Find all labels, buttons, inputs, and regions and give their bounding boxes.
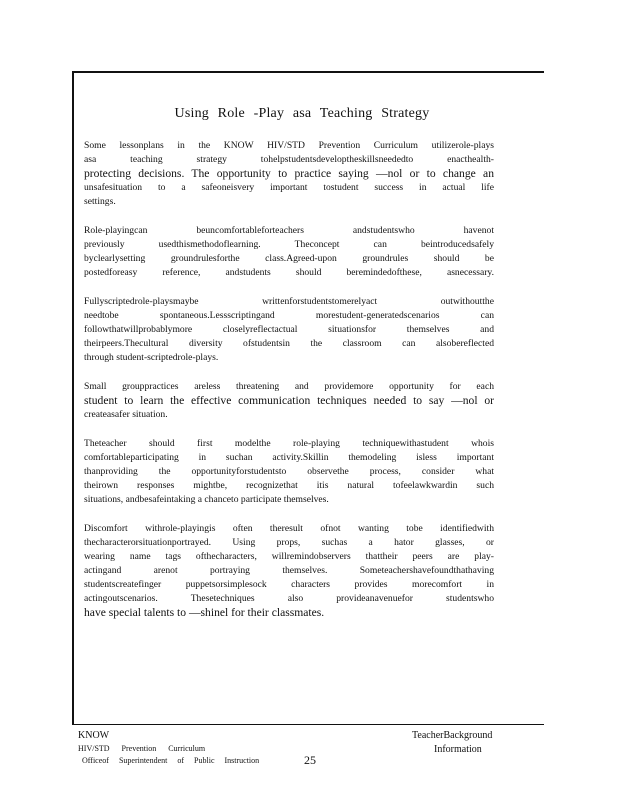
page-footer xyxy=(72,728,544,778)
paragraph-line: followthatwillprobablymore closelyreflectactual situationsfor themselves and xyxy=(84,324,494,335)
document-body xyxy=(84,139,494,635)
paragraph-line: Small grouppractices areless threatening and providemore opportunity for each xyxy=(84,381,494,392)
paragraph-line: thanproviding the opportunityforstudentsto observethe process, consider what xyxy=(84,466,494,477)
paragraph xyxy=(84,380,494,422)
paragraph-line: needtobe spontaneous.Lessscriptingand morestudent-generatedscenarios can xyxy=(84,310,494,321)
paragraph-line: student to learn the effective communication techniques needed to say —nol or xyxy=(84,394,494,407)
footer-office: Officeof Superintendent of Public Instruction xyxy=(82,756,260,765)
footer-rule xyxy=(72,724,544,725)
paragraph-line: protecting decisions. The opportunity to practice saying —nol or to change an xyxy=(84,167,494,180)
paragraph-line: theirown responses mightbe, recognizethat itis natural tofeelawkwardin such xyxy=(84,480,494,491)
paragraph-line: Some lessonplans in the KNOW HIV/STD Prevention Curriculum utilizerole-plays xyxy=(84,140,494,151)
paragraph-line: Role-playingcan beuncomfortableforteachers andstudentswho havenot xyxy=(84,225,494,236)
paragraph xyxy=(84,224,494,280)
paragraph-line: situations, andbesafeintaking a chanceto participate themselves. xyxy=(84,494,329,505)
paragraph-line: thecharacterorsituationportrayed. Using props, suchas a hator glasses, or xyxy=(84,537,494,548)
paragraph-line: byclearlysetting groundrulesforthe class.Agreed-upon groundrules should be xyxy=(84,253,494,264)
paragraph-line: asa teaching strategy tohelpstudentsdeveloptheskillsneededto enacthealth- xyxy=(84,154,494,165)
footer-org: KNOW xyxy=(78,730,110,741)
paragraph xyxy=(84,437,494,507)
page-number: 25 xyxy=(304,753,316,767)
page-title: Using Role -Play asa Teaching Strategy xyxy=(174,106,430,121)
paragraph-line: postedforeasy reference, andstudents should beremindedofthese, asnecessary. xyxy=(84,267,494,278)
paragraph xyxy=(84,139,494,209)
paragraph-line: unsafesituation to a safeoneisvery important tostudent success in actual life xyxy=(84,182,494,193)
paragraph-line: wearing name tags ofthecharacters, willremindobservers thattheir peers are play- xyxy=(84,551,494,562)
paragraph-line: through student-scriptedrole-plays. xyxy=(84,352,219,363)
left-margin-rule xyxy=(72,71,74,724)
footer-section-title: TeacherBackground xyxy=(412,730,493,741)
footer-section-subtitle: Information xyxy=(434,744,482,755)
paragraph-line: Theteacher should first modelthe role-playing techniquewithastudent whois xyxy=(84,438,494,449)
paragraph-line: previously usedthismethodoflearning. Theconcept can beintroducedsafely xyxy=(84,239,494,250)
paragraph xyxy=(84,295,494,365)
paragraph-line: comfortableparticipating in suchan activity.Skillin themodeling isless important xyxy=(84,452,494,463)
paragraph-line: actingand arenot portraying themselves. Someteachershavefoundthathaving xyxy=(84,565,494,576)
paragraph-line: have special talents to —shinel for their classmates. xyxy=(84,606,325,619)
paragraph-line: theirpeers.Thecultural diversity ofstudentsin the classroom can alsobereflected xyxy=(84,338,494,349)
paragraph-line: settings. xyxy=(84,196,116,207)
paragraph-line: Discomfort withrole-playingis often theresult ofnot wanting tobe identifiedwith xyxy=(84,523,494,534)
top-rule xyxy=(72,71,544,73)
paragraph-line: studentscreatefinger puppetsorsimplesock characters provides morecomfort in xyxy=(84,579,494,590)
footer-program: HIV/STD Prevention Curriculum xyxy=(78,744,206,753)
paragraph-line: createasafer situation. xyxy=(84,409,168,420)
paragraph-line: Fullyscriptedrole-playsmaybe writtenforstudentstomerelyact outwithoutthe xyxy=(84,296,494,307)
paragraph-line: actingoutscenarios. Thesetechniques also provideanavenuefor studentswho xyxy=(84,593,494,604)
paragraph xyxy=(84,522,494,620)
